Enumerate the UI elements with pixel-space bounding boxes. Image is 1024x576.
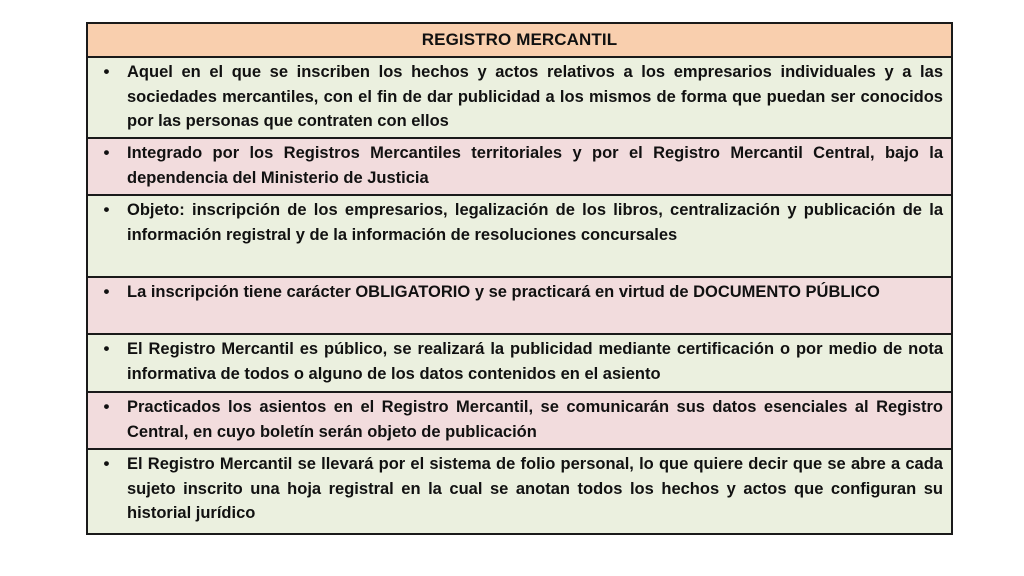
registro-mercantil-table xyxy=(86,22,953,535)
table-row xyxy=(88,58,951,139)
row-text: Practicados los asientos en el Registro Mercantil, se comunicarán sus datos esenciales al Registro Central, en cuyo boletín serán objeto de publicación xyxy=(127,398,943,441)
row-text: Integrado por los Registros Mercantiles territoriales y por el Registro Mercantil Central, bajo la dependencia del Ministerio de Justicia xyxy=(127,144,943,187)
bullet-icon: • xyxy=(103,339,110,358)
row-text: El Registro Mercantil es público, se realizará la publicidad mediante certificación o por medio de nota informativa de todos o alguno de los datos contenidos en el asiento xyxy=(127,340,943,383)
row-text: La inscripción tiene carácter OBLIGATORIO y se practicará en virtud de DOCUMENTO PÚBLICO xyxy=(127,283,880,301)
table-row xyxy=(88,393,951,450)
row-text: Objeto: inscripción de los empresarios, legalización de los libros, centralización y publicación de la información registral y de la información de resoluciones concursales xyxy=(127,201,943,244)
row-text: Aquel en el que se inscriben los hechos y actos relativos a los empresarios individuales y a las sociedades mercantiles, con el fin de dar publicidad a los mismos de forma que puedan ser conocidos por las personas que contraten con ellos xyxy=(127,63,943,130)
row-text: El Registro Mercantil se llevará por el sistema de folio personal, lo que quiere decir que se abre a cada sujeto inscrito una hoja registral en la cual se anotan todos los hechos y actos que configuran su historial jurídico xyxy=(127,455,943,522)
table-row xyxy=(88,278,951,335)
bullet-icon: • xyxy=(103,282,110,301)
table-header: REGISTRO MERCANTIL xyxy=(88,24,951,58)
table-row xyxy=(88,335,951,393)
bullet-icon: • xyxy=(103,143,110,162)
table-row xyxy=(88,196,951,278)
bullet-icon: • xyxy=(103,397,110,416)
table-row xyxy=(88,450,951,533)
bullet-icon: • xyxy=(103,62,110,81)
bullet-icon: • xyxy=(103,454,110,473)
table-row xyxy=(88,139,951,196)
bullet-icon: • xyxy=(103,200,110,219)
